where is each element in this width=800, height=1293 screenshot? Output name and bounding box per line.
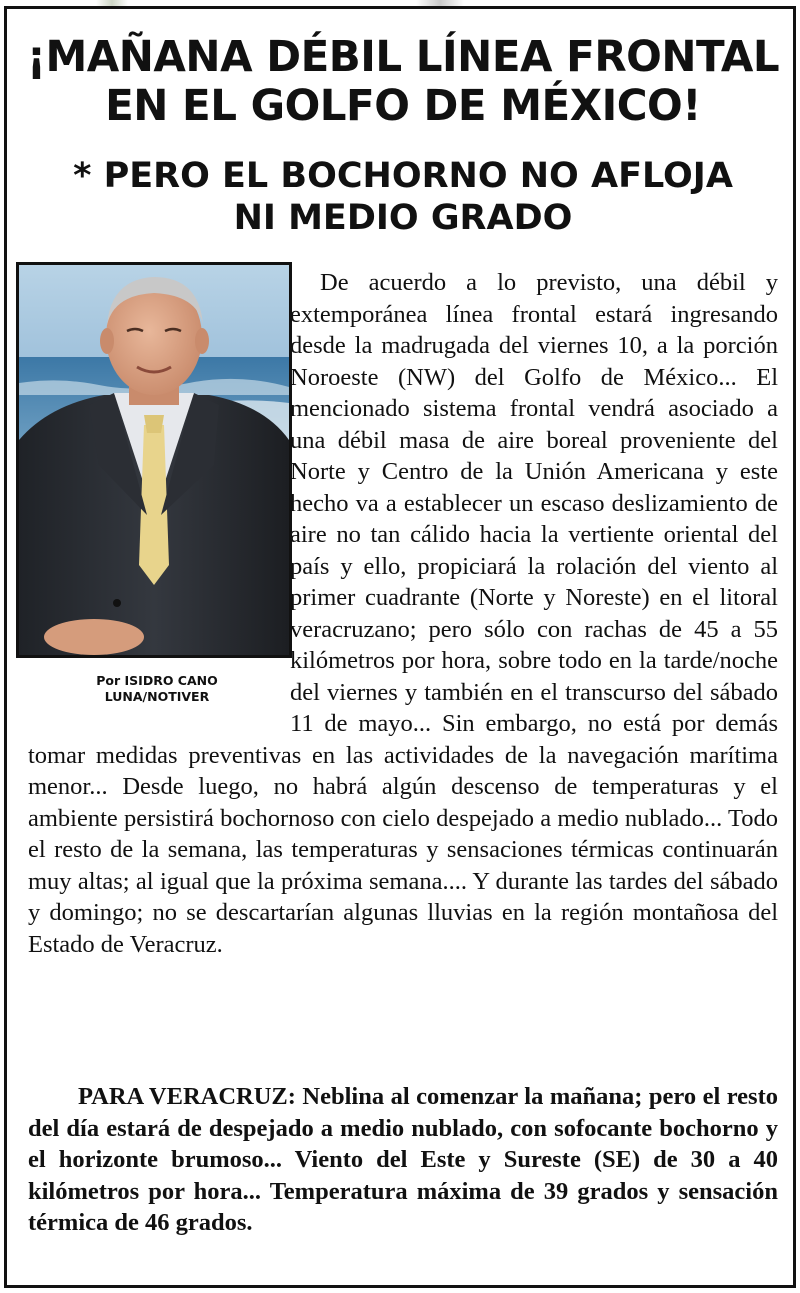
article-frame xyxy=(4,6,796,1288)
headline xyxy=(7,32,799,130)
subheadline-line-2: NI MEDIO GRADO xyxy=(233,198,573,238)
body-paragraph: De acuerdo a lo previsto, una débil y extemporánea línea frontal estará ingresando desde la madrugada del viernes 10, a la porción Noroeste (NW) del Golfo de México... El mencionado sistema frontal vendrá asociado a una débil masa de aire boreal proveniente del Norte y Centro de la Unión Americana y este hecho va a establecer un escaso deslizamiento de aire no tan cálido hacia la vertiente oriental del país y ello, propiciará la rolación del viento al primer cuadrante (Norte y Noreste) en el litoral veracruzano; pero sólo con rachas de 45 a 55 kilómetros por hora, sobre todo en la tarde/noche del viernes y también en el transcurso del sábado 11 de mayo... Sin embargo, no está por demás tomar medidas preventivas en las actividades de la navegación marítima menor... Desde luego, no habrá algún descenso de temperaturas y el ambiente persistirá bochornoso con cielo despejado a medio nublado... Todo el resto de la semana, las temperaturas y sensaciones térmicas continuarán muy altas; al igual que la próxima semana.... Y durante las tardes del sábado y domingo; no se descartarían algunas lluvias en la región montañosa del Estado de Veracruz. xyxy=(28,269,778,958)
subheadline xyxy=(7,155,799,239)
subheadline-line-1: * PERO EL BOCHORNO NO AFLOJA xyxy=(73,156,733,196)
forecast-block xyxy=(28,1081,778,1239)
caption-line-1: Por ISIDRO CANO xyxy=(96,673,218,688)
photo-spacer xyxy=(16,267,286,725)
headline-line-2: EN EL GOLFO DE MÉXICO! xyxy=(105,79,701,130)
headline-line-1: ¡MAÑANA DÉBIL LÍNEA FRONTAL xyxy=(26,31,780,81)
caption-line-2: LUNA/NOTIVER xyxy=(104,689,210,704)
forecast-paragraph: PARA VERACRUZ: Neblina al comenzar la mañana; pero el resto del día estará de despejado a medio nublado, con sofocante bochorno y el horizonte brumoso... Viento del Este y Sureste (SE) de 30 a 40 kilómetros por hora... Temperatura máxima de 39 grados y sensación térmica de 46 grados. xyxy=(28,1083,778,1236)
article-body xyxy=(28,267,778,960)
